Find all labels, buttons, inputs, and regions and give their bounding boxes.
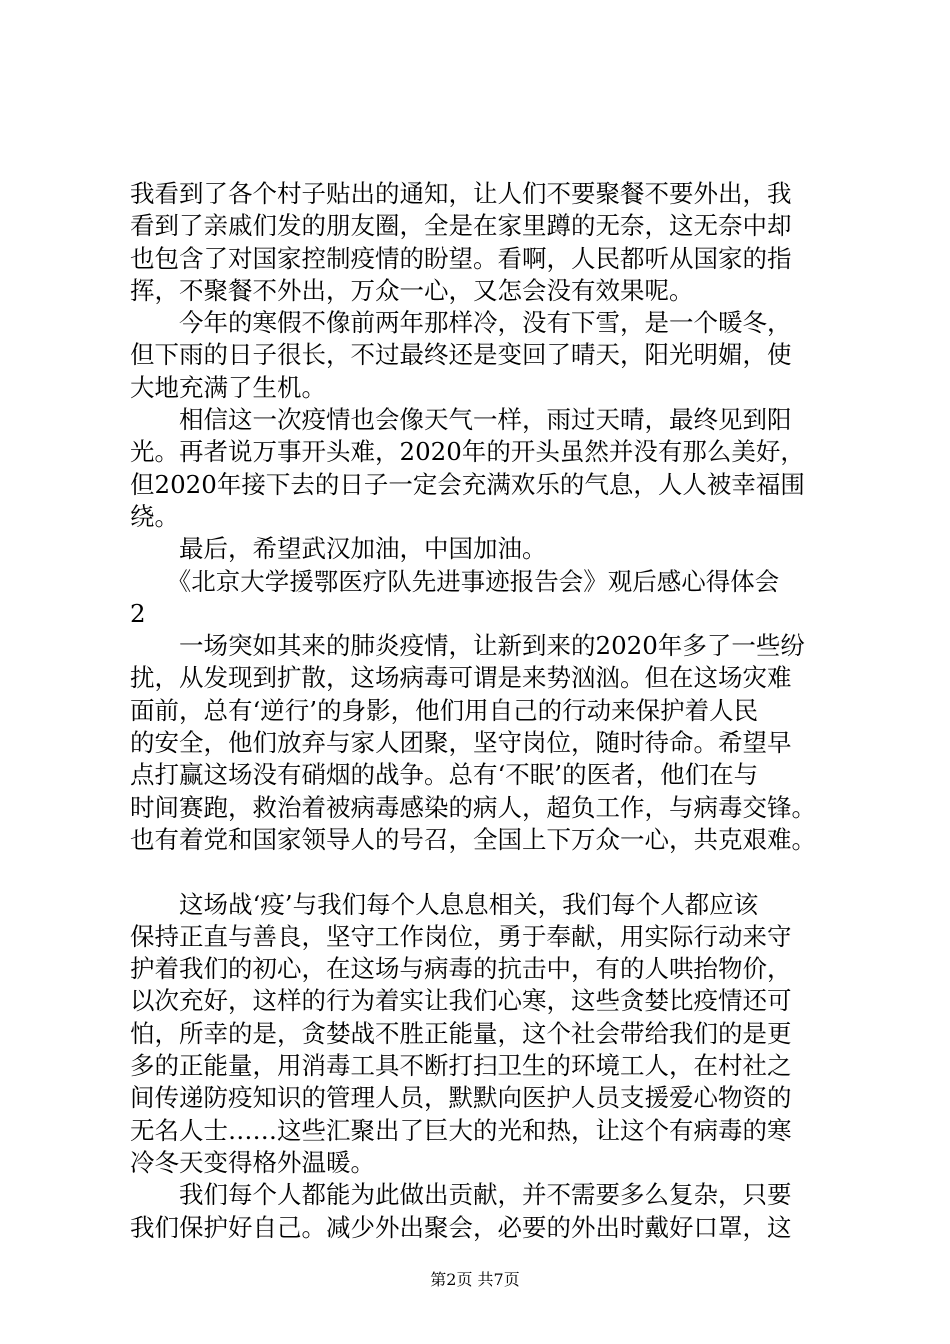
text-line: 点打赢这场没有硝烟的战争。总有‘不眠’的医者，他们在与 <box>130 760 759 790</box>
text-line: 时间赛跑，救治着被病毒感染的病人，超负工作，与病毒交锋。 <box>130 792 816 822</box>
text-line: 冷冬天变得格外温暖。 <box>130 1147 375 1177</box>
text-line: 但下雨的日子很长，不过最终还是变回了晴天，阳光明媚，使 <box>130 340 792 370</box>
text-line: 护着我们的初心，在这场与病毒的抗击中，有的人哄抬物价， <box>130 954 792 984</box>
section-heading: 《北京大学援鄂医疗队先进事迹报告会》观后感心得体会 <box>130 566 780 596</box>
text-line: 以次充好，这样的行为着实让我们心寒，这些贪婪比疫情还可 <box>130 986 792 1016</box>
text-line: 多的正能量，用消毒工具不断打扫卫生的环境工人，在村社之 <box>130 1051 792 1081</box>
text-line: 的安全，他们放弃与家人团聚，坚守岗位，随时待命。希望早 <box>130 728 792 758</box>
text-line: 一场突如其来的肺炎疫情，让新到来的2020年多了一些纷 <box>130 631 805 661</box>
text-line: 今年的寒假不像前两年那样冷，没有下雪，是一个暖冬， <box>130 308 792 338</box>
page-footer <box>0 1270 950 1290</box>
text-line: 挥，不聚餐不外出，万众一心，又怎会没有效果呢。 <box>130 275 694 305</box>
text-line: 光。再者说万事开头难，2020年的开头虽然并没有那么美好， <box>130 437 805 467</box>
text-line: 这场战‘疫’与我们每个人息息相关，我们每个人都应该 <box>130 889 759 919</box>
text-line: 间传递防疫知识的管理人员，默默向医护人员支援爱心物资的 <box>130 1083 792 1113</box>
paragraph-gap <box>130 856 830 888</box>
page-number-label: 第2页 共7页 <box>430 1270 520 1289</box>
text-line: 但2020年接下去的日子一定会充满欢乐的气息，人人被幸福围 <box>130 469 805 499</box>
text-line: 扰，从发现到扩散，这场病毒可谓是来势汹汹。但在这场灾难 <box>130 663 792 693</box>
text-line: 也有着党和国家领导人的号召，全国上下万众一心，共克艰难。 <box>130 824 816 854</box>
text-line: 绕。 <box>130 501 179 531</box>
text-line: 无名人士……这些汇聚出了巨大的光和热，让这个有病毒的寒 <box>130 1115 792 1145</box>
text-line: 我们保护好自己。减少外出聚会，必要的外出时戴好口罩，这 <box>130 1212 792 1242</box>
text-line: 保持正直与善良，坚守工作岗位，勇于奉献，用实际行动来守 <box>130 921 792 951</box>
text-line: 怕，所幸的是，贪婪战不胜正能量，这个社会带给我们的是更 <box>130 1018 792 1048</box>
text-line: 我看到了各个村子贴出的通知，让人们不要聚餐不要外出，我 <box>130 179 792 208</box>
text-line: 最后，希望武汉加油，中国加油。 <box>130 534 547 564</box>
text-line: 我们每个人都能为此做出贡献，并不需要多么复杂，只要 <box>130 1180 792 1210</box>
text-line: 也包含了对国家控制疫情的盼望。看啊，人民都听从国家的指 <box>130 243 792 273</box>
text-line: 看到了亲戚们发的朋友圈，全是在家里蹲的无奈，这无奈中却 <box>130 211 792 241</box>
text-line: 相信这一次疫情也会像天气一样，雨过天晴，最终见到阳 <box>130 405 792 435</box>
text-line: 面前，总有‘逆行’的身影，他们用自己的行动来保护着人民 <box>130 695 759 725</box>
document-body <box>130 178 830 1244</box>
text-line: 大地充满了生机。 <box>130 372 326 402</box>
section-heading-number: 2 <box>130 598 146 628</box>
